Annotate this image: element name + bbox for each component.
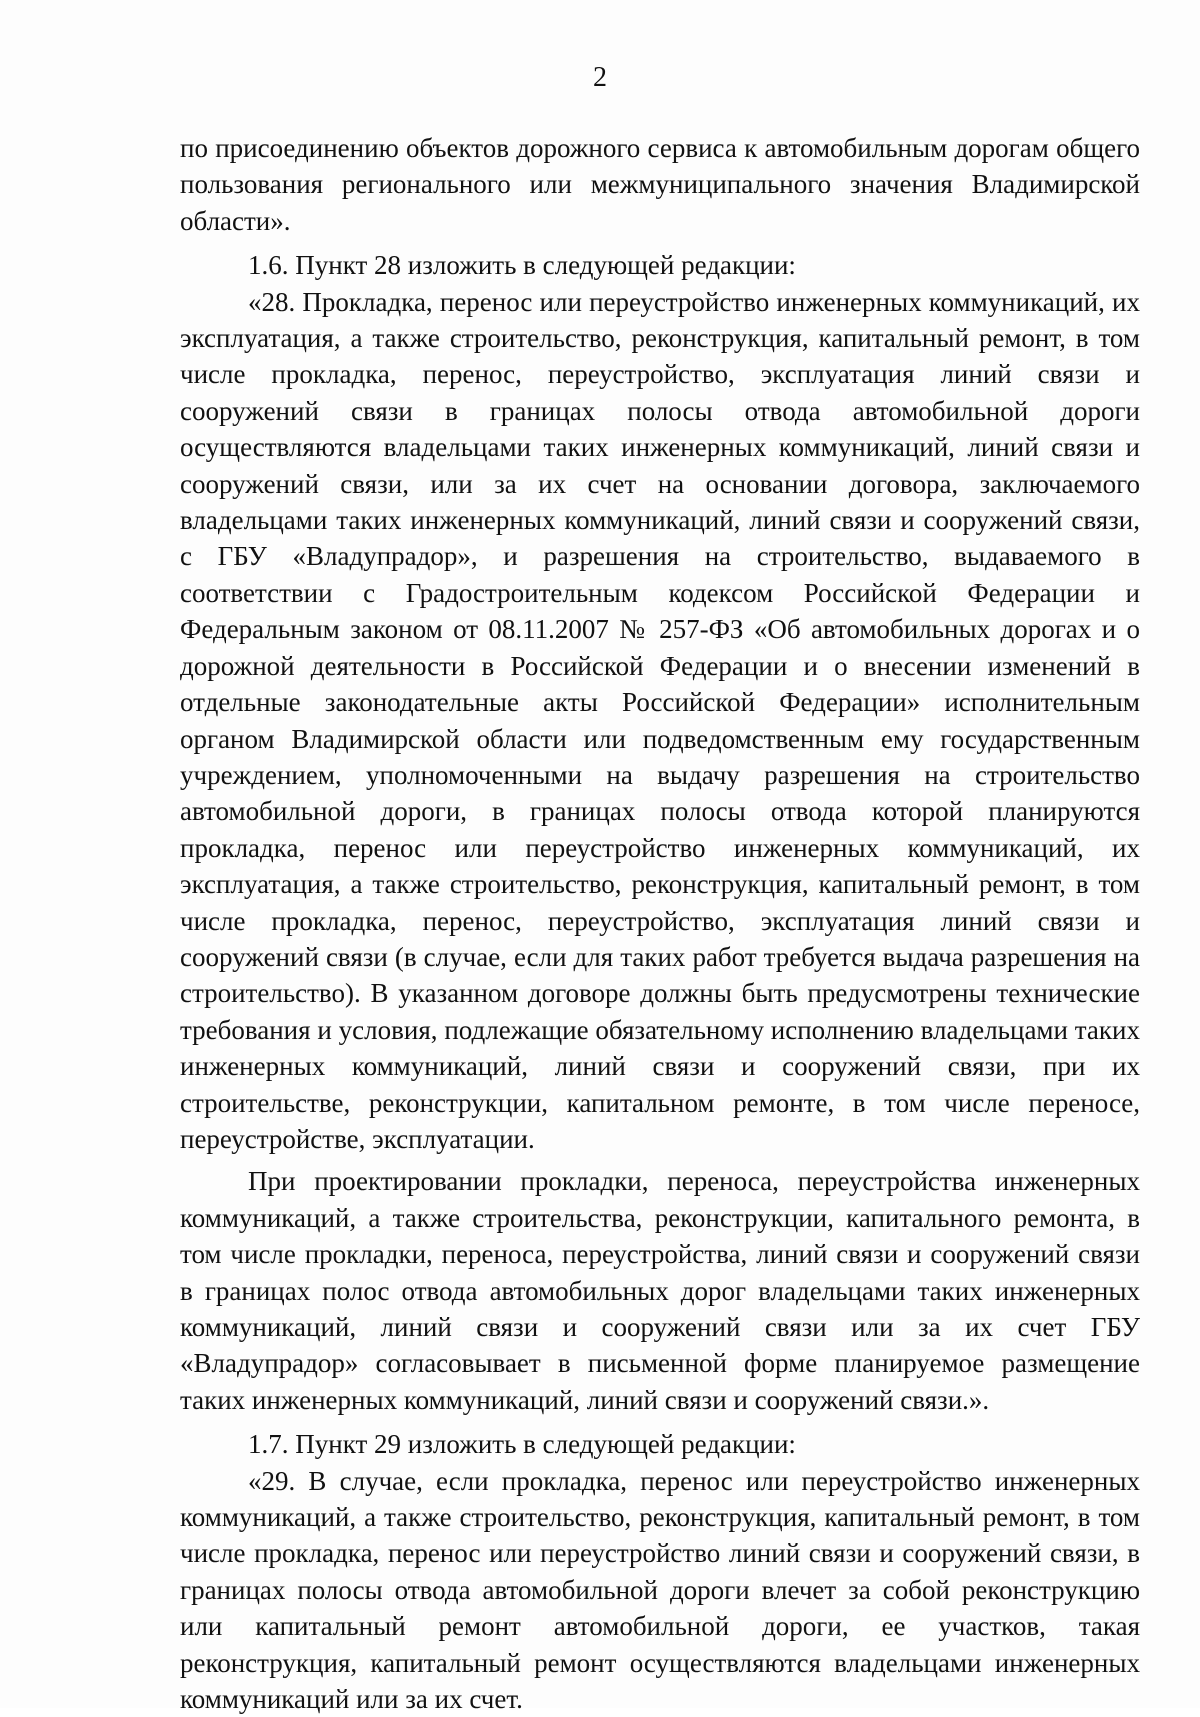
- paragraph-item-1-6: 1.6. Пункт 28 изложить в следующей редакции:: [248, 250, 796, 281]
- paragraph-point-28: «28. Прокладка, перенос или переустройство инженерных коммуникаций, их эксплуатация, а также строительство, реконструкция, капитальный ремонт, в том числе прокладка, перенос, переустройство, эксплуатация линий связи и сооружений связи в границах полосы отвода автомобильной дороги осуществляются владельцами таких инженерных коммуникаций, линий связи и сооружений связи, или за их счет на основании договора, заключаемого владельцами таких инженерных коммуникаций, линий связи и сооружений связи, с ГБУ «Владупрадор», и разрешения на строительство, выдаваемого в соответствии с Градостроительным кодексом Российской Федерации и Федеральным законом от 08.11.2007 № 257-ФЗ «Об автомобильных дорогах и о дорожной деятельности в Российской Федерации и о внесении изменений в отдельные законодательные акты Российской Федерации» исполнительным органом Владимирской области или подведомственным ему государственным учреждением, уполномоченными на выдачу разрешения на строительство автомобильной дороги, в границах полосы отвода которой планируются прокладка, перенос или переустройство инженерных коммуникаций, их эксплуатация, а также строительство, реконструкция, капитальный ремонт, в том числе прокладка, перенос, переустройство, эксплуатация линий связи и сооружений связи (в случае, если для таких работ требуется выдача разрешения на строительство). В указанном договоре должны быть предусмотрены технические требования и условия, подлежащие обязательному исполнению владельцами таких инженерных коммуникаций, линий связи и сооружений связи, при их строительстве, реконструкции, капитальном ремонте, в том числе переносе, переустройстве, эксплуатации.: [180, 286, 1140, 1154]
- document-body: [180, 130, 1140, 1717]
- paragraph-design-approval: При проектировании прокладки, переноса, переустройства инженерных коммуникаций, а также строительства, реконструкции, капитального ремонта, в том числе прокладки, переноса, переустройства, линий связи и сооружений связи в границах полос отвода автомобильных дорог владельцами таких инженерных коммуникаций, линий связи и сооружений связи или за их счет ГБУ «Владупрадор» согласовывает в письменной форме планируемое размещение таких инженерных коммуникаций, линий связи и сооружений связи.».: [180, 1166, 1140, 1415]
- page-number: 2: [593, 62, 607, 93]
- paragraph-continuation: по присоединению объектов дорожного сервиса к автомобильным дорогам общего пользования регионального или межмуниципального значения Владимирской области».: [180, 133, 1140, 236]
- paragraph-point-29: «29. В случае, если прокладка, перенос или переустройство инженерных коммуникаций, а также строительство, реконструкция, капитальный ремонт, в том числе прокладка, перенос или переустройство линий связи и сооружений связи, в границах полосы отвода автомобильной дороги влечет за собой реконструкцию или капитальный ремонт автомобильной дороги, ее участков, такая реконструкция, капитальный ремонт осуществляются владельцами инженерных коммуникаций или за их счет.: [180, 1465, 1140, 1715]
- paragraph-item-1-7: 1.7. Пункт 29 изложить в следующей редакции:: [248, 1429, 796, 1460]
